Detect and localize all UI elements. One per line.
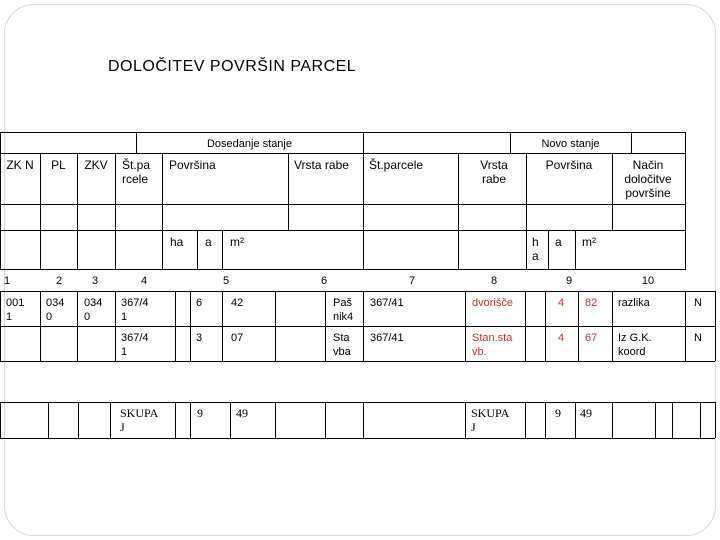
cell-m2: 42 [231,297,244,309]
cell-m2-new: 67 [585,332,598,344]
cell-extra: N [694,332,702,344]
header-povrsina-old: Površina [169,158,216,172]
total-a-new: 9 [555,406,561,420]
header-m2-old: m² [230,235,244,249]
total-m2-old: 49 [236,406,248,420]
cell-nacin: Iz G.K. koord [618,332,652,358]
cell-m2-new: 82 [585,297,598,309]
header-nacin-dolocitve: Način določitve površine [624,158,672,200]
cell-m2: 07 [231,332,244,344]
header-st-parcele-new: Št.parcele [369,158,424,172]
header-a-old: a [205,235,212,249]
column-number: 4 [140,275,148,287]
column-number: 7 [408,275,416,287]
cell-zkv: 034 0 [84,297,103,323]
header-a-new: a [555,235,562,249]
total-m2-new: 49 [580,406,592,420]
cell-parcela-new: 367/41 [370,332,404,344]
cell-parcela: 367/4 1 [121,332,149,358]
column-number: 6 [320,275,328,287]
column-number: 9 [565,275,573,287]
header-povrsina-new: Površina [545,158,593,172]
column-number: 5 [222,275,230,287]
header-ha-old: ha [170,235,184,249]
cell-zkn: 001 1 [6,297,25,323]
header-zkv: ZKV [84,158,108,172]
cell-a-new: 4 [558,332,565,344]
cell-parcela: 367/4 1 [121,297,149,323]
column-number: 1 [3,275,11,287]
header-st-parcele-old: Št.pa rcele [122,158,151,186]
total-label-new: SKUPA J [471,406,509,434]
group-header-old: Dosedanje stanje [206,138,292,150]
header-zkn: ZK N [6,158,34,172]
column-number: 10 [641,275,655,287]
cell-pl: 034 0 [46,297,65,323]
cell-vrsta-rabe: Paš nik4 [333,297,354,323]
header-vrsta-rabe-new: Vrsta rabe [480,158,508,186]
column-number: 8 [490,275,498,287]
header-vrsta-rabe-old: Vrsta rabe [294,158,349,172]
column-number: 3 [91,275,99,287]
header-pl: PL [51,158,66,172]
cell-parcela-new: 367/41 [370,297,404,309]
header-ha-new: h a [532,235,539,263]
slide-frame [4,4,716,536]
cell-a: 3 [196,332,203,344]
total-a-old: 9 [197,406,203,420]
group-header-new: Novo stanje [541,138,600,150]
cell-a-new: 4 [558,297,565,309]
cell-extra: N [694,297,702,309]
cell-vrsta-rabe: Sta vba [333,332,351,358]
cell-a: 6 [196,297,203,309]
header-m2-new: m² [582,235,596,249]
cell-nacin: razlika [618,297,650,309]
cell-vrsta-rabe-new: dvorišče [472,297,513,309]
page-title: DOLOČITEV POVRŠIN PARCEL [108,58,357,75]
column-number: 2 [55,275,63,287]
total-label-old: SKUPA J [120,406,158,434]
cell-vrsta-rabe-new: Stan.sta vb. [472,332,513,358]
